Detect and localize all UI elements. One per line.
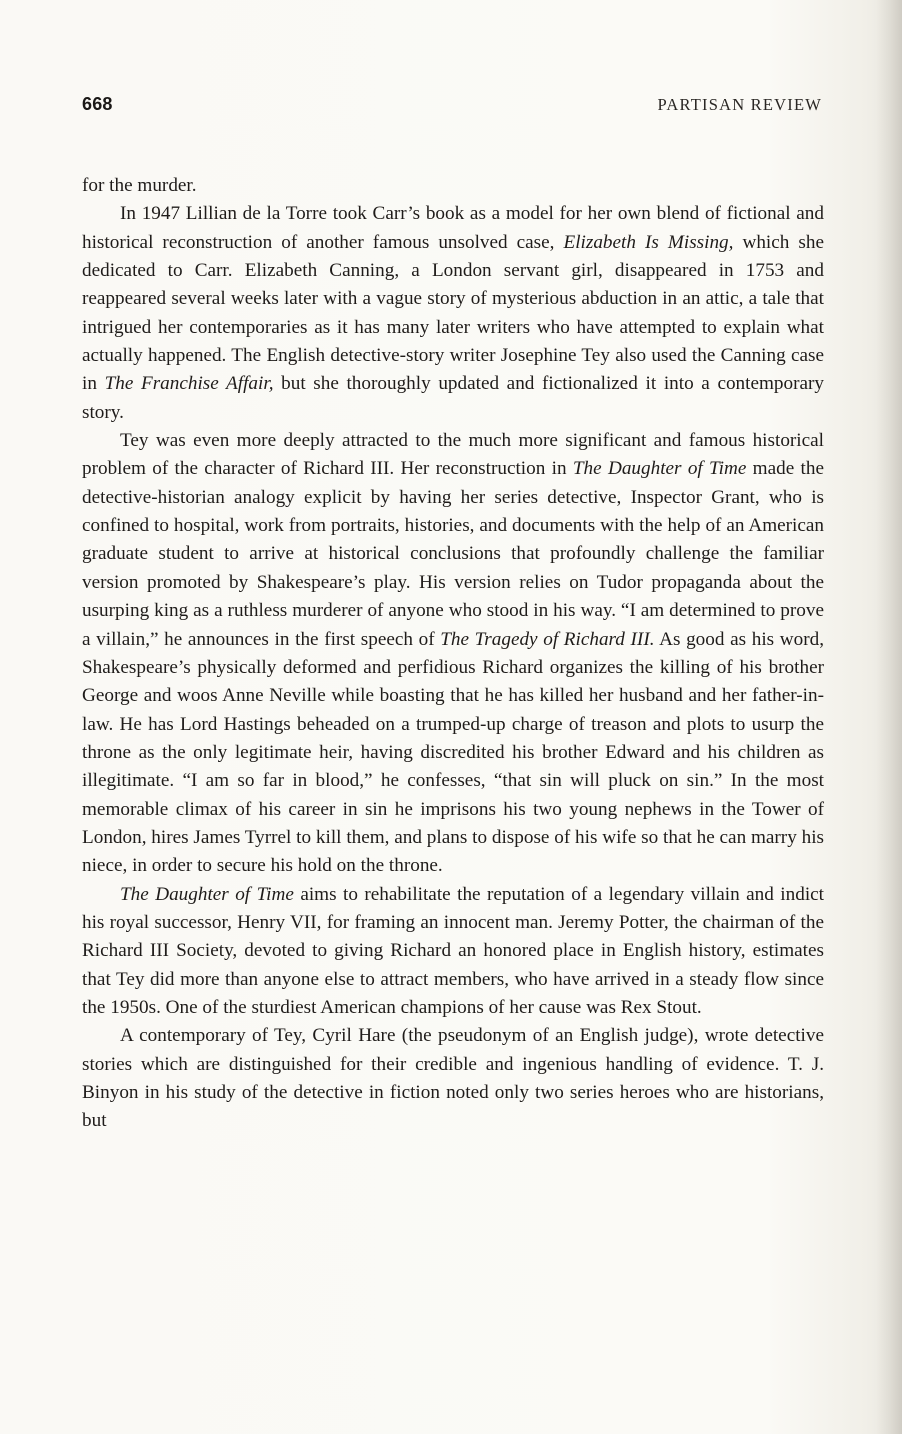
book-title-italic: The Daughter of Time [572, 458, 747, 480]
text-segment: aims to rehabilitate the reputation of a legendary villain and indict his royal successor, Henry VII, for framing an innocent man. Jeremy Potter, the chairman of the Richard III Society, devoted to giving Richard an honored place in English history, estimates that Tey did more than anyone else to attract members, who have arrived in a steady flow since the 1950s. One of the sturdiest American champions of her cause was Rex Stout. [82, 883, 824, 1018]
book-title-italic: The Daughter of Time [120, 883, 294, 905]
paragraph-2 [82, 200, 824, 427]
page-edge-shadow [876, 0, 902, 1434]
book-title-italic: The Franchise Affair, [104, 373, 274, 395]
text-segment: which she dedicated to Carr. Elizabeth Canning, a London servant girl, disappeared in 1753 and reappeared several weeks later with a vague story of mysterious abduction in an attic, a tale that intrigued her contemporaries as it has many later writers who have attempted to explain what actually happened. The English detective-story writer Josephine Tey also used the Canning case in [82, 231, 824, 395]
body-text [82, 172, 824, 1136]
text-segment: In 1947 Lillian de la Torre took Carr’s book as a model for her own blend of fictional and historical reconstruction of another famous unsolved case, [82, 203, 824, 253]
text-segment: but she thoroughly updated and fictionalized it into a contemporary story. [82, 373, 824, 423]
text-segment: Tey was even more deeply attracted to the much more significant and famous historical problem of the character of Richard III. Her reconstruction in [82, 430, 824, 480]
paragraph-3 [82, 427, 824, 881]
text-segment: As good as his word, Shakespeare’s physically deformed and perfidious Richard organizes the killing of his brother George and woos Anne Neville while boasting that he has killed her husband and her father-in-law. He has Lord Hastings beheaded on a trumped-up charge of treason and plots to usurp the throne as the only legitimate heir, having discredited his brother Edward and his children as illegitimate. “I am so far in blood,” he confesses, “that sin will pluck on sin.” In the most memorable climax of his career in sin he imprisons his two young nephews in the Tower of London, hires James Tyrrel to kill them, and plans to dispose of his wife so that he can marry his niece, in order to secure his hold on the throne. [82, 628, 824, 877]
text-segment: for the murder. [82, 175, 197, 196]
text-segment: A contemporary of Tey, Cyril Hare (the pseudonym of an English judge), wrote detective stories which are distinguished for their credible and ingenious handling of evidence. T. J. Binyon in his study of the detective in fiction noted only two series heroes who are historians, but [82, 1025, 824, 1132]
book-title-italic: Elizabeth Is Missing, [563, 231, 734, 253]
journal-title: PARTISAN REVIEW [657, 95, 822, 114]
running-head [82, 94, 822, 118]
book-title-italic: The Tragedy of Richard III. [440, 628, 655, 650]
paragraph-4 [82, 881, 824, 1023]
paragraph-5 [82, 1022, 824, 1135]
page-number: 668 [82, 94, 113, 114]
text-segment: made the detective-historian analogy explicit by having her series detective, Inspector Grant, who is confined to hospital, work from portraits, histories, and documents with the help of an American graduate student to arrive at historical conclusions that profoundly challenge the familiar version promoted by Shakespeare’s play. His version relies on Tudor propaganda about the usurping king as a ruthless murderer of anyone who stood in his way. “I am determined to prove a villain,” he announces in the first speech of [82, 458, 824, 650]
paragraph-1 [82, 172, 824, 200]
